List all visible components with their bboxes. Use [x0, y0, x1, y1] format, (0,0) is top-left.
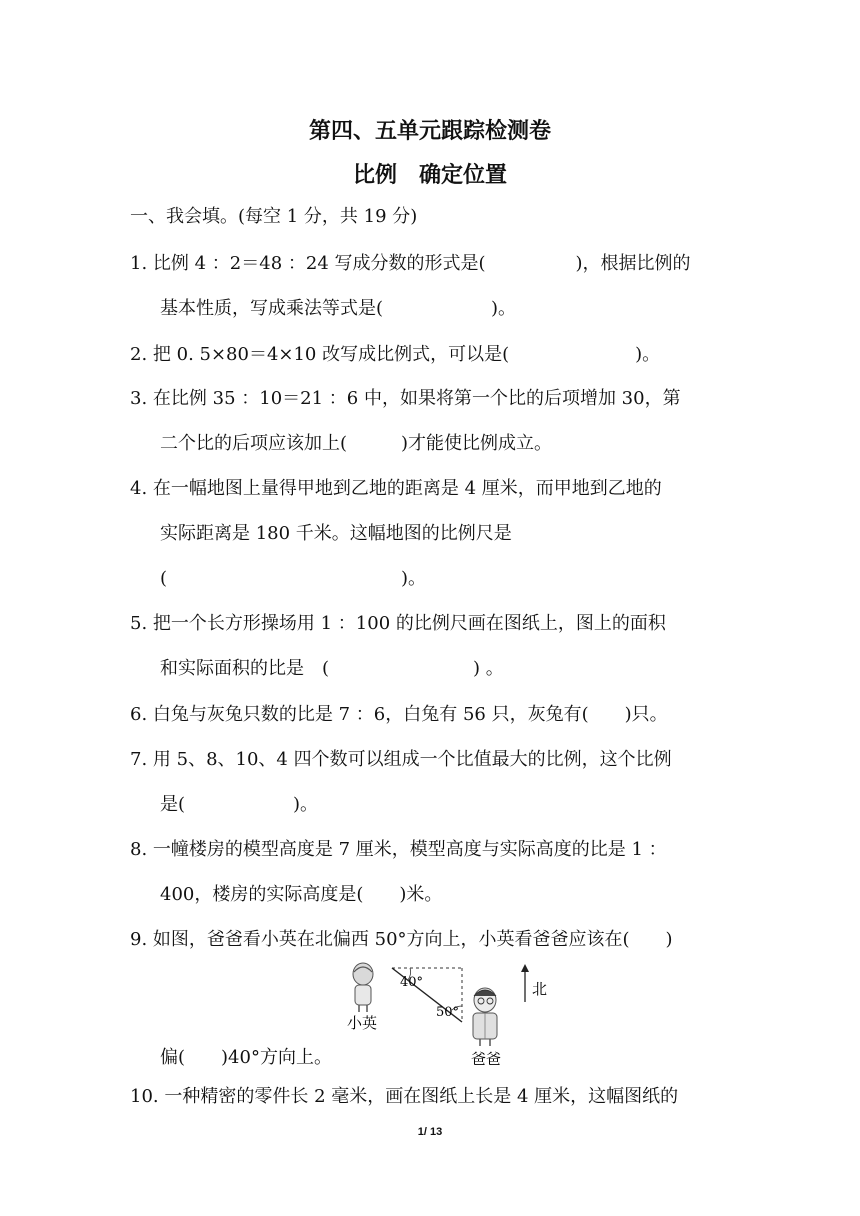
question-6-line-1: 6. 白兔与灰兔只数的比是 7 ：6，白兔有 56 只，灰兔有( )只。: [130, 704, 668, 725]
angle-label-top: 40°: [400, 975, 424, 990]
page-subtitle: 比例 确定位置: [352, 163, 507, 188]
north-arrow-icon: [521, 964, 529, 1002]
north-label: 北: [532, 980, 548, 998]
direction-figure: [340, 960, 570, 1072]
question-7-line-1: 7. 用 5、8、10、4 四个数可以组成一个比值最大的比例，这个比例: [130, 749, 672, 770]
question-9-line-2: 偏( )40°方向上。: [160, 1047, 332, 1068]
question-8-line-1: 8. 一幢楼房的模型高度是 7 厘米，模型高度与实际高度的比是 1 ：: [130, 839, 667, 860]
angle-label-bottom: 50°: [436, 1005, 460, 1020]
question-1-line-2: 基本性质，写成乘法等式是( )。: [160, 298, 517, 319]
question-4-line-2: 实际距离是 180 千米。这幅地图的比例尺是: [160, 523, 512, 544]
question-9-line-1: 9. 如图，爸爸看小英在北偏西 50°方向上，小英看爸爸应该在( ): [130, 929, 673, 950]
question-5-line-2: 和实际面积的比是 ( ) 。: [160, 658, 504, 679]
page-number: 1/ 13: [417, 1126, 443, 1138]
question-1-line-1: 1. 比例 4 ：2＝48 ：24 写成分数的形式是( )，根据比例的: [130, 253, 691, 274]
girl-icon: [353, 963, 373, 1012]
page-title: 第四、五单元跟踪检测卷: [308, 119, 551, 144]
question-10-line-1: 10. 一种精密的零件长 2 毫米，画在图纸上长是 4 厘米，这幅图纸的: [130, 1086, 679, 1107]
question-7-line-2: 是( )。: [160, 794, 319, 815]
question-8-line-2: 400，楼房的实际高度是( )米。: [160, 884, 443, 905]
question-4-line-1: 4. 在一幅地图上量得甲地到乙地的距离是 4 厘米，而甲地到乙地的: [130, 478, 662, 499]
question-3-line-1: 3. 在比例 35 ：10＝21 ：6 中，如果将第一个比的后项增加 30，第: [130, 388, 681, 409]
section-heading: 一、我会填。(每空 1 分，共 19 分): [130, 206, 418, 227]
girl-label: 小英: [346, 1014, 378, 1032]
father-icon: [473, 988, 497, 1046]
question-5-line-1: 5. 把一个长方形操场用 1 ：100 的比例尺画在图纸上，图上的面积: [130, 613, 666, 634]
father-label: 爸爸: [470, 1050, 502, 1068]
question-4-line-3: ( )。: [160, 568, 427, 589]
question-2-line-1: 2. 把 0. 5×80＝4×10 改写成比例式，可以是( )。: [130, 344, 661, 365]
question-3-line-2: 二个比的后项应该加上( )才能使比例成立。: [160, 433, 553, 454]
